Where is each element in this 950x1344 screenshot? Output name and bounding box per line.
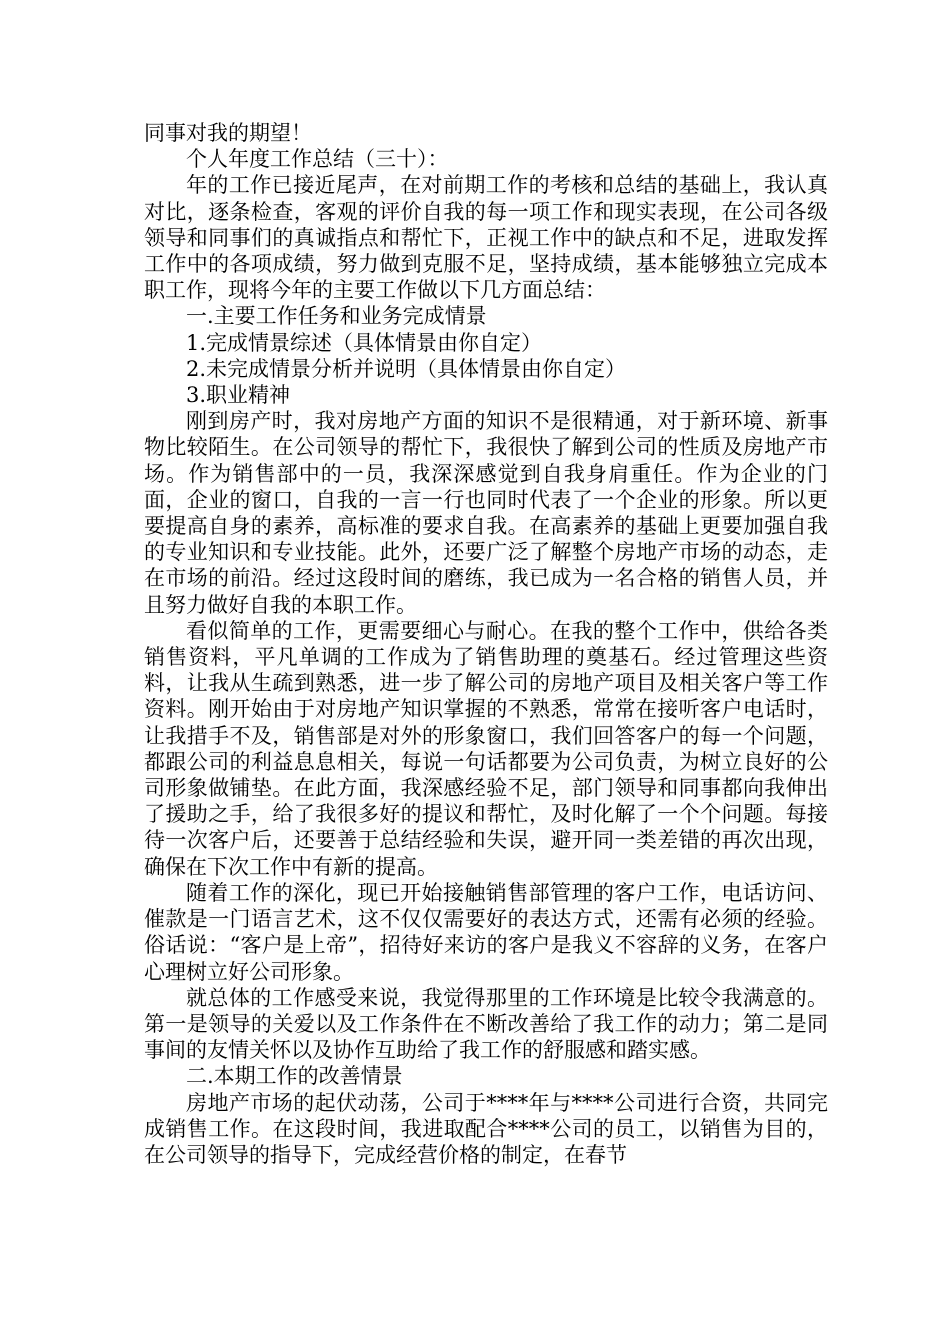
paragraph-work-feelings: 就总体的工作感受来说，我觉得那里的工作环境是比较令我满意的。第一是领导的关爱以及工作条件在不断改善给了我工作的动力；第二是同事间的友情关怀以及协作互助给了我工作的舒服感和踏实感。 xyxy=(144,985,828,1063)
document-title: 个人年度工作总结（三十）： xyxy=(186,147,449,172)
paragraph-patience: 看似简单的工作，更需要细心与耐心。在我的整个工作中，供给各类销售资料，平凡单调的工作成为了销售助理的奠基石。经过管理这些资料，让我从生疏到熟悉，进一步了解公司的房地产项目及相关客户等工作资料。刚开始由于对房地产知识掌握的不熟悉，常常在接听客户电话时，让我措手不及，销售部是对外的形象窗口，我们回答客户的每一个问题，都跟公司的利益息息相关，每说一句话都要为公司负责，为树立良好的公司形象做铺垫。在此方面，我深感经验不足，部门领导和同事都向我伸出了援助之手，给了我很多好的提议和帮忙，及时化解了一个个问题。每接待一次客户后，还要善于总结经验和失误，避开同一类差错的再次出现，确保在下次工作中有新的提高。 xyxy=(144,618,828,879)
document-page xyxy=(144,120,828,1168)
paragraph-customer-work: 随着工作的深化，现已开始接触销售部管理的客户工作，电话访问、催款是一门语言艺术，这不仅仅需要好的表达方式，还需有必须的经验。俗话说：“客户是上帝”，招待好来访的客户是我义不容辞的义务，在客户心理树立好公司形象。 xyxy=(144,880,828,984)
list-item-professional-spirit: 3.职业精神 xyxy=(186,383,291,408)
list-item-completion-summary: 1.完成情景综述（具体情景由你自定） xyxy=(186,330,543,355)
paragraph-joint-venture: 房地产市场的起伏动荡，公司于****年与****公司进行合资，共同完成销售工作。在这段时间，我进取配合****公司的员工，以销售为目的，在公司领导的指导下，完成经营价格的制定，在春节 xyxy=(144,1090,828,1167)
paragraph-intro-line: 同事对我的期望！ xyxy=(144,121,312,145)
paragraph-real-estate-start: 刚到房产时，我对房地产方面的知识不是很精通，对于新环境、新事物比较陌生。在公司领导的帮忙下，我很快了解到公司的性质及房地产市场。作为销售部中的一员，我深深感觉到自我身肩重任。作为企业的门面，企业的窗口，自我的一言一行也同时代表了一个企业的形象。所以更要提高自身的素养，高标准的要求自我。在高素养的基础上更要加强自我的专业知识和专业技能。此外，还要广泛了解整个房地产市场的动态，走在市场的前沿。经过这段时间的磨练，我已成为一名合格的销售人员，并且努力做好自我的本职工作。 xyxy=(144,409,828,617)
list-item-incomplete-analysis: 2.未完成情景分析并说明（具体情景由你自定） xyxy=(186,356,627,381)
section-heading-improvements: 二.本期工作的改善情景 xyxy=(186,1064,403,1089)
paragraph-opening: 年的工作已接近尾声，在对前期工作的考核和总结的基础上，我认真对比，逐条检查，客观的评价自我的每一项工作和现实表现，在公司各级领导和同事们的真诚指点和帮忙下，正视工作中的缺点和不足，进取发挥工作中的各项成绩，努力做到克服不足，坚持成绩，基本能够独立完成本职工作，现将今年的主要工作做以下几方面总结： xyxy=(144,173,828,303)
section-heading-main-tasks: 一.主要工作任务和业务完成情景 xyxy=(186,304,487,329)
